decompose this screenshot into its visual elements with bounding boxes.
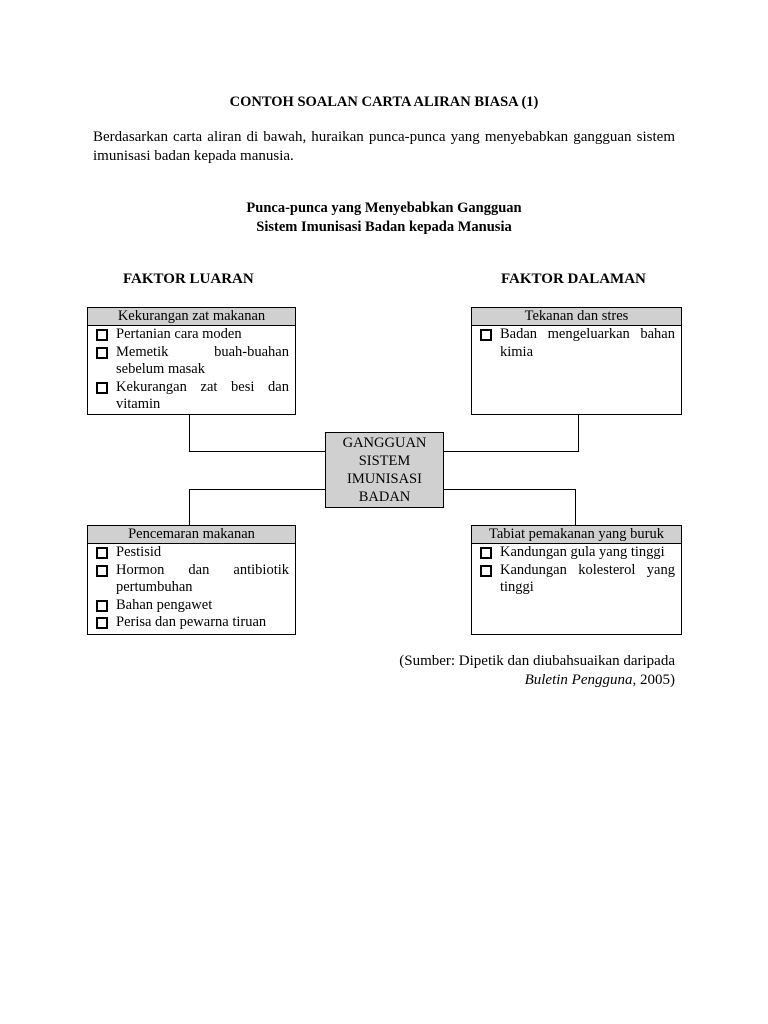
document-title: CONTOH SOALAN CARTA ALIRAN BIASA (1) [229, 94, 539, 110]
box-pencemaran-makanan [87, 525, 296, 635]
source-line-1: (Sumber: Dipetik dan diubahsuaikan daripada [399, 653, 675, 669]
connector-bottom-left-vertical [189, 489, 190, 526]
source-citation [399, 652, 675, 690]
checkbox-icon [96, 347, 108, 359]
center-line-2: SISTEM [358, 453, 411, 469]
list-item: Hormon dan antibiotik pertumbuhan [94, 562, 289, 597]
central-problem-box [325, 432, 444, 508]
question-text: Berdasarkan carta aliran di bawah, huraikan punca-punca yang menyebabkan gangguan sistem imunisasi badan kepada manusia. [93, 129, 675, 164]
connector-bottom-right-horizontal [443, 489, 576, 490]
list-item: Kekurangan zat besi dan vitamin [94, 379, 289, 414]
item-list [88, 544, 295, 632]
list-item: Badan mengeluarkan bahan kimia [478, 326, 675, 361]
connector-top-left-vertical [189, 414, 190, 452]
source-year: , 2005) [632, 672, 675, 688]
box-tekanan-dan-stres [471, 307, 682, 415]
checkbox-icon [480, 329, 492, 341]
chart-title [0, 199, 768, 237]
item-list [472, 544, 681, 597]
list-item: Pertanian cara moden [94, 326, 289, 344]
chart-title-line-1: Punca-punca yang Menyebabkan Gangguan [246, 200, 522, 216]
list-item: Bahan pengawet [94, 597, 289, 615]
connector-bottom-left-horizontal [189, 489, 325, 490]
checkbox-icon [96, 565, 108, 577]
center-line-1: GANGGUAN [342, 435, 427, 451]
source-publication: Buletin Pengguna [524, 672, 633, 688]
connector-top-right-vertical [578, 414, 579, 452]
list-item: Kandungan kolesterol yang tinggi [478, 562, 675, 597]
list-item: Perisa dan pewarna tiruan [94, 614, 289, 632]
chart-title-line-2: Sistem Imunisasi Badan kepada Manusia [256, 219, 512, 235]
checkbox-icon [96, 617, 108, 629]
item-list [472, 326, 681, 361]
source-line-2 [399, 671, 675, 690]
external-factor-heading: FAKTOR LUARAN [123, 271, 254, 287]
box-heading: Tabiat pemakanan yang buruk [472, 526, 681, 544]
checkbox-icon [480, 565, 492, 577]
list-item: Memetik buah-buahan sebelum masak [94, 344, 289, 379]
checkbox-icon [96, 382, 108, 394]
box-tabiat-pemakanan [471, 525, 682, 635]
box-kekurangan-zat-makanan [87, 307, 296, 415]
checkbox-icon [96, 600, 108, 612]
internal-factor-heading: FAKTOR DALAMAN [501, 271, 646, 287]
connector-top-right-horizontal [443, 451, 579, 452]
item-list [88, 326, 295, 414]
list-item: Kandungan gula yang tinggi [478, 544, 675, 562]
list-item: Pestisid [94, 544, 289, 562]
checkbox-icon [480, 547, 492, 559]
checkbox-icon [96, 547, 108, 559]
box-heading: Kekurangan zat makanan [88, 308, 295, 326]
checkbox-icon [96, 329, 108, 341]
box-heading: Tekanan dan stres [472, 308, 681, 326]
connector-bottom-right-vertical [575, 489, 576, 526]
box-heading: Pencemaran makanan [88, 526, 295, 544]
center-line-3: IMUNISASI [347, 471, 422, 487]
center-line-4: BADAN [358, 489, 411, 505]
connector-top-left-horizontal [189, 451, 325, 452]
